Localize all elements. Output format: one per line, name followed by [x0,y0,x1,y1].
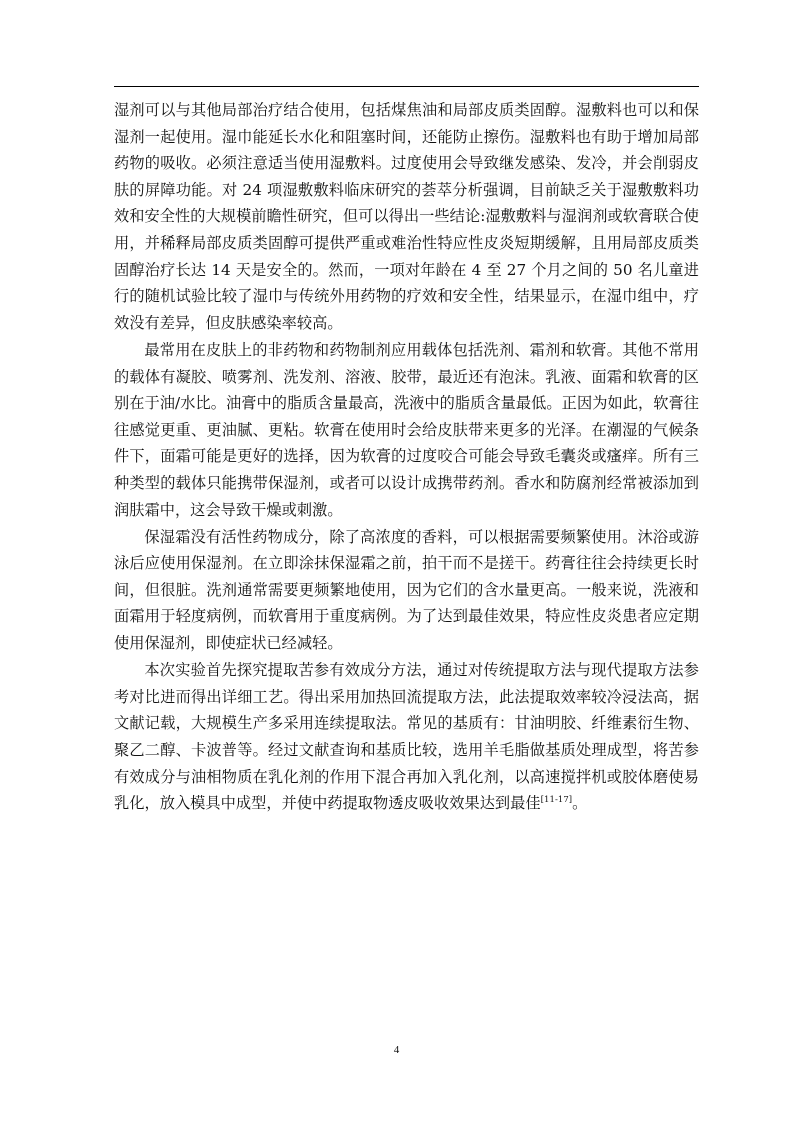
paragraph-3 [114,524,699,657]
paragraph-1-text: 湿剂可以与其他局部治疗结合使用，包括煤焦油和局部皮质类固醇。湿敷料也可以和保湿剂一起使用。湿巾能延长水化和阻塞时间，还能防止擦伤。湿敷料也有助于增加局部药物的吸收。必须注意适当使用湿敷料。过度使用会导致继发感染、发冷，并会削弱皮肤的屏障功能。对 24 项湿敷敷料临床研究的荟萃分析强调，目前缺乏关于湿敷敷料功效和安全性的大规模前瞻性研究，但可以得出一些结论:湿敷敷料与湿润剂或软膏联合使用，并稀释局部皮质类固醇可提供严重或难治性特应性皮炎短期缓解，且用局部皮质类固醇治疗长达 14 天是安全的。然而，一项对年龄在 4 至 27 个月之间的 50 名儿童进行的随机试验比较了湿巾与传统外用药物的疗效和安全性，结果显示，在湿巾组中，疗效没有差异，但皮肤感染率较高。 [114,101,699,332]
paragraph-2-text: 最常用在皮肤上的非药物和药物制剂应用载体包括洗剂、霜剂和软膏。其他不常用的载体有凝胶、喷雾剂、洗发剂、溶液、胶带，最近还有泡沫。乳液、面霜和软膏的区别在于油/水比。油膏中的脂质含量最高，洗液中的脂质含量最低。正因为如此，软膏往往感觉更重、更油腻、更粘。软膏在使用时会给皮肤带来更多的光泽。在潮湿的气候条件下，面霜可能是更好的选择，因为软膏的过度咬合可能会导致毛囊炎或瘙痒。所有三种类型的载体只能携带保湿剂，或者可以设计成携带药剂。香水和防腐剂经常被添加到润肤霜中，这会导致干燥或刺激。 [114,340,699,519]
paragraph-4-text: 本次实验首先探究提取苦参有效成分方法，通过对传统提取方法与现代提取方法参考对比进而得出详细工艺。得出采用加热回流提取方法，此法提取效率较冷浸法高，据文献记载，大规模生产多采用连续提取法。常见的基质有：甘油明胶、纤维素衍生物、聚乙二醇、卡波普等。经过文献查询和基质比较，选用羊毛脂做基质处理成型，将苦参有效成分与油相物质在乳化剂的作用下混合再加入乳化剂，以高速搅拌机或胶体磨使易乳化，放入模具中成型，并使中药提取物透皮吸收效果达到最佳 [114,661,699,813]
paragraph-1 [114,97,699,336]
paragraph-3-text: 保湿霜没有活性药物成分，除了高浓度的香料，可以根据需要频繁使用。沐浴或游泳后应使用保湿剂。在立即涂抹保湿霜之前，拍干而不是搓干。药膏往往会持续更长时间，但很脏。洗剂通常需要更频繁地使用，因为它们的含水量更高。一般来说，洗液和面霜用于轻度病例，而软膏用于重度病例。为了达到最佳效果，特应性皮炎患者应定期使用保湿剂，即使症状已经减轻。 [114,527,699,653]
document-body [114,97,699,817]
citation-marker: [11-17] [540,795,573,806]
header-rule [114,86,699,87]
paragraph-4-tail: 。 [572,794,588,813]
paragraph-2 [114,337,699,523]
page-number: 4 [393,1044,400,1056]
paragraph-4 [114,657,699,817]
